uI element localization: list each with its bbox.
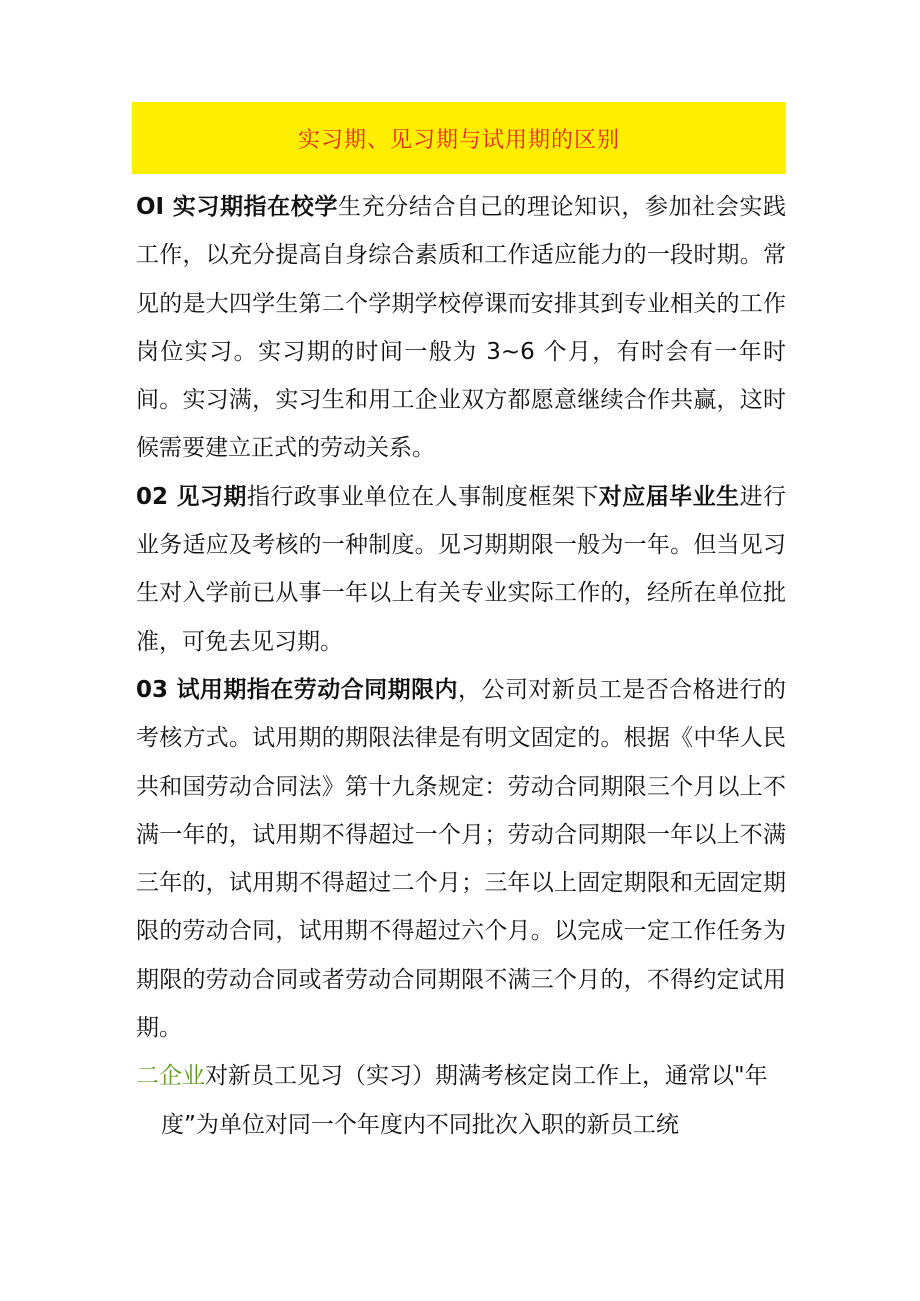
section-enterprise-line1: 对新员工见习（实习）期满考核定岗工作上，通常以"年 <box>205 1063 768 1090</box>
section-internship-body: 生充分结合自己的理论知识，参加社会实践工作，以充分提高自身综合素质和工作适应能力的一段时期。常见的是大四学生第二个学期学校停课而安排其到专业相关的工作岗位实习。实习期的时间一般为 3~6 个月，有时会有一年时间。实习满，实习生和用工企业双方都愿意继续合作共赢，这时候需要建立正式的劳动关系。 <box>136 194 787 462</box>
section-trial-period-body: ，公司对新员工是否合格进行的考核方式。试用期的期限法律是有明文固定的。根据《中华人民共和国劳动合同法》第十九条规定：劳动合同期限三个月以上不满一年的，试用期不得超过一个月；劳动合同期限一年以上不满三年的，试用期不得超过二个月；三年以上固定期限和无固定期限的劳动合同，试用期不得超过六个月。以完成一定工作任务为期限的劳动合同或者劳动合同期限不满三个月的，不得约定试用期。 <box>136 676 787 1042</box>
section-enterprise-lead: 二企业 <box>136 1063 205 1090</box>
section-trial-period <box>136 666 786 1052</box>
section-enterprise-line2: 度”为单位对同一个年度内不同批次入职的新员工统 <box>161 1111 679 1138</box>
section-probation-trainee-body: 进行业务适应及考核的一种制度。见习期期限一般为一年。但当见习生对入学前已从事一年以上有关专业实际工作的，经所在单位批准，可免去见习期。 <box>136 483 787 655</box>
title-banner <box>132 102 786 174</box>
section-enterprise <box>136 1052 786 1149</box>
section-probation-trainee-lead: 02 见习期 <box>136 483 247 510</box>
section-trial-period-lead: 03 试用期指在劳动合同期限内 <box>136 676 459 703</box>
document-body <box>136 183 786 1149</box>
section-probation-trainee <box>136 473 786 666</box>
section-probation-trainee-mid: 指行政事业单位在人事制度框架下 <box>246 483 599 510</box>
section-internship-lead: OI 实习期指在校学 <box>136 194 339 220</box>
section-probation-trainee-bold: 对应届毕业生 <box>598 483 740 510</box>
section-internship <box>136 183 786 473</box>
page-title: 实习期、见习期与试用期的区别 <box>297 127 620 153</box>
